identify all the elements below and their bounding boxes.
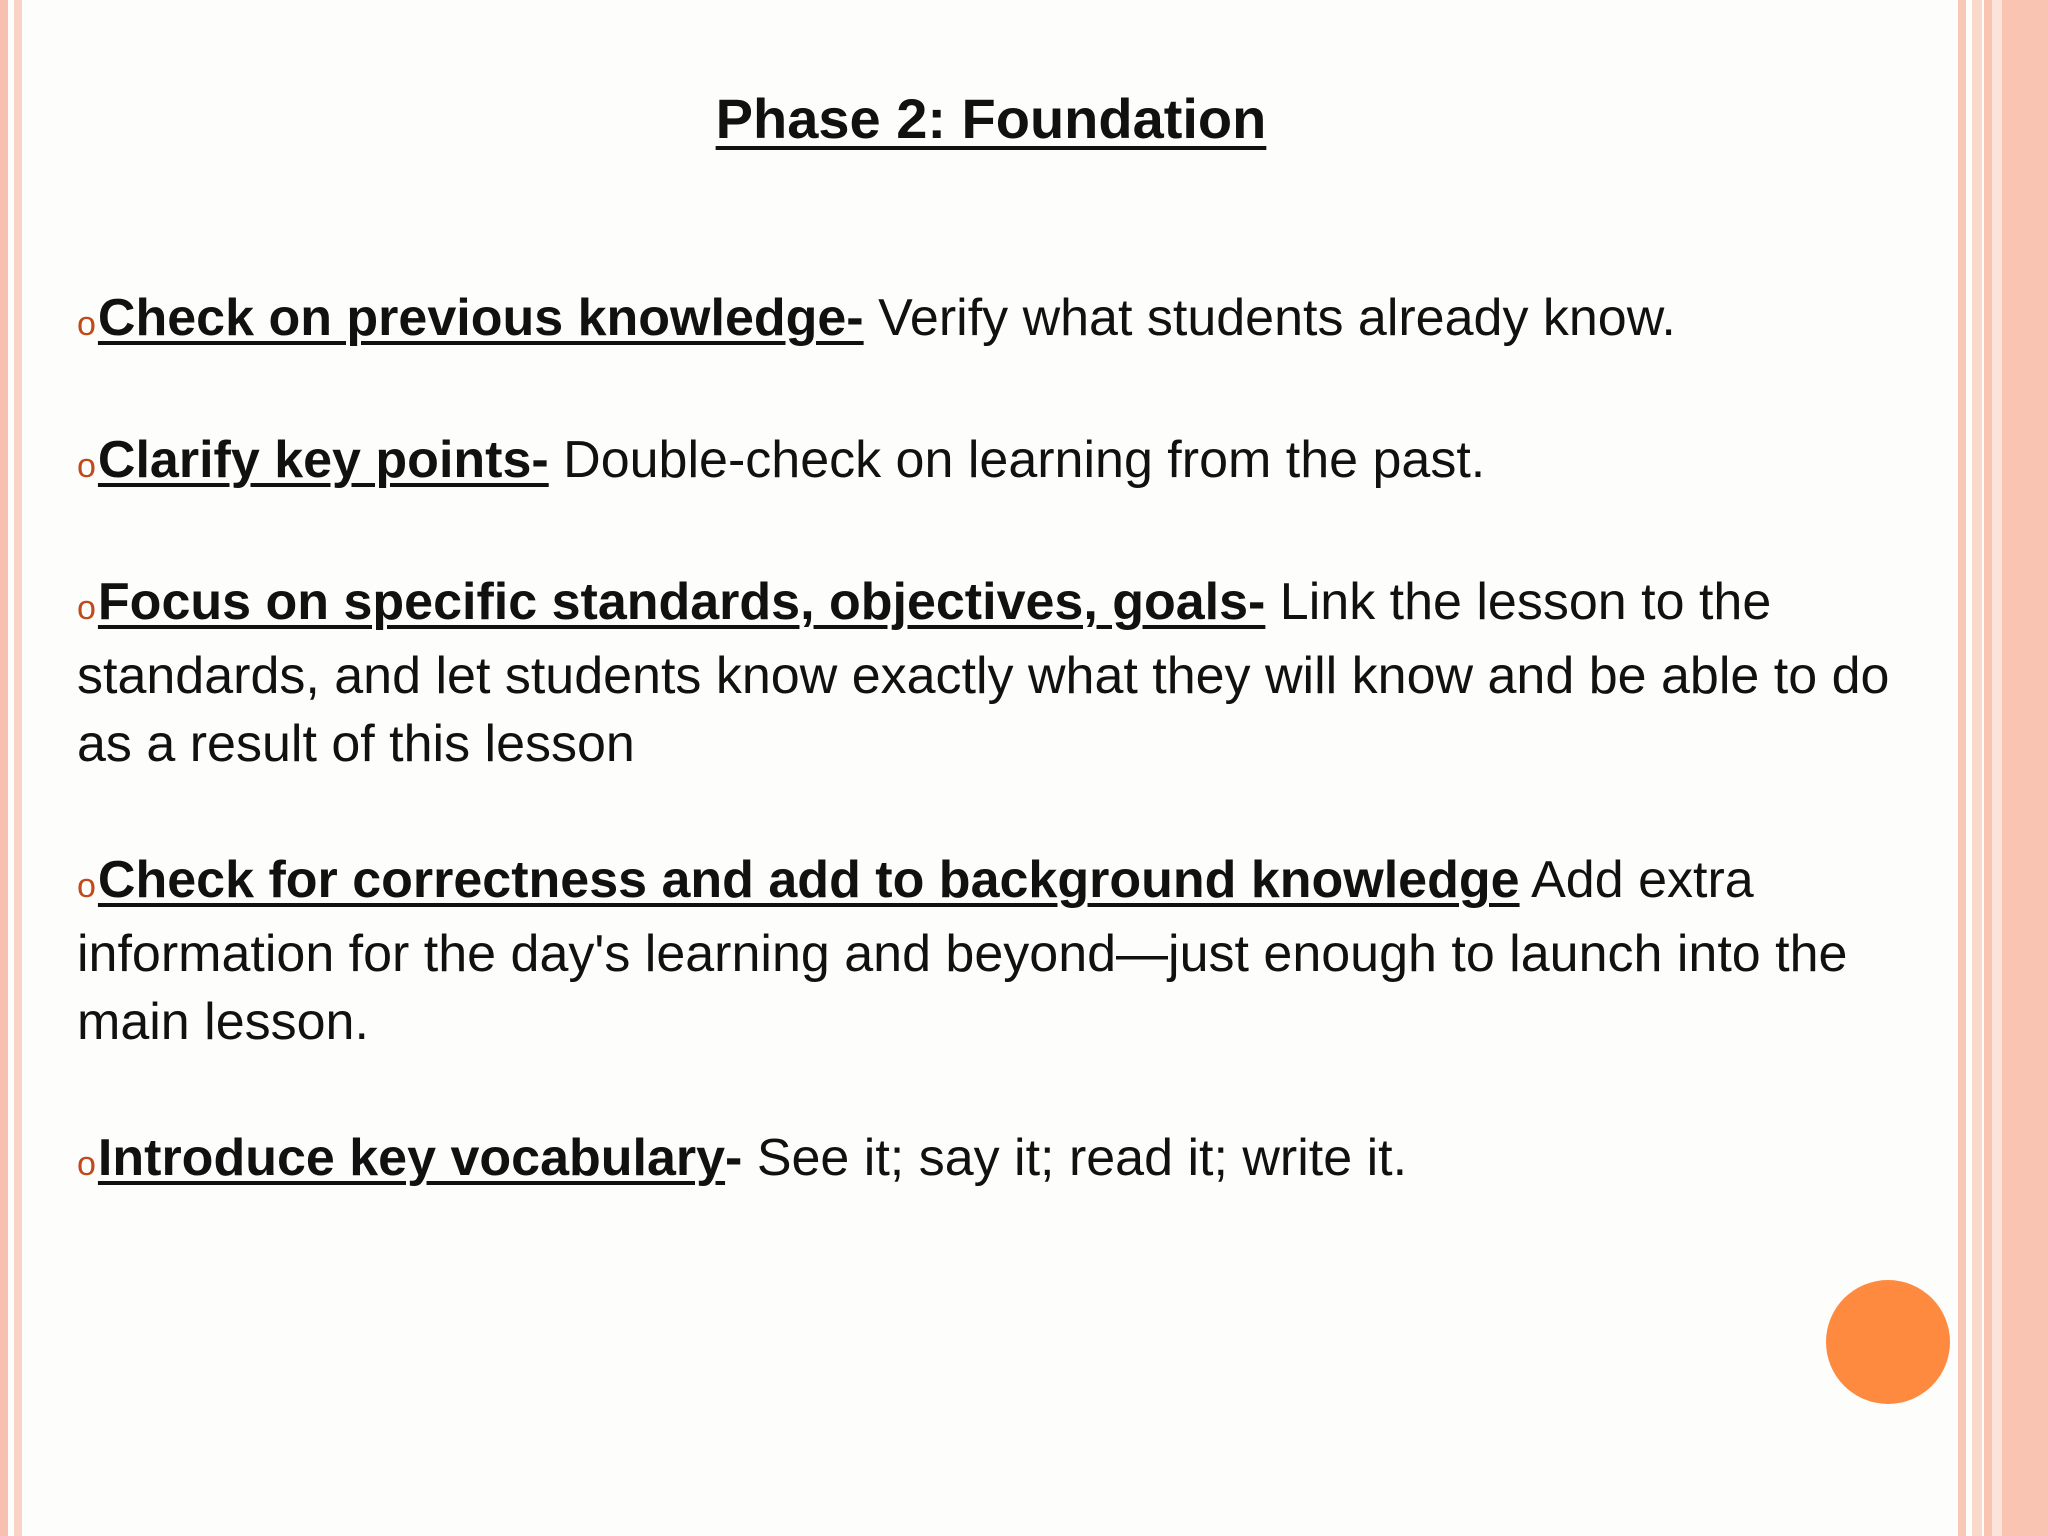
bullet-item bbox=[77, 1124, 1907, 1198]
bullet-marker-icon: o bbox=[77, 305, 96, 343]
right-border-stripe bbox=[1958, 0, 1966, 1536]
bullet-text: Link the lesson to the standards, and let students know exactly what they will know and be able to do as a result of this lesson bbox=[77, 573, 1890, 773]
bullet-item bbox=[77, 284, 1907, 358]
bullet-heading: Check for correctness and add to background knowledge bbox=[97, 851, 1520, 909]
left-border-stripe bbox=[0, 0, 8, 1536]
bullet-marker-icon: o bbox=[77, 447, 96, 485]
bullet-heading: Clarify key points- bbox=[97, 431, 549, 489]
bullet-marker-icon: o bbox=[77, 589, 96, 627]
left-border-stripe-inner bbox=[14, 0, 22, 1536]
bullet-heading-suffix: - bbox=[725, 1129, 743, 1187]
bullet-heading: Check on previous knowledge- bbox=[97, 289, 864, 347]
orange-circle-decoration bbox=[1826, 1280, 1950, 1404]
bullet-heading: Introduce key vocabulary bbox=[97, 1129, 726, 1187]
bullet-item bbox=[77, 568, 1907, 778]
bullet-item bbox=[77, 426, 1907, 500]
bullet-text: Verify what students already know. bbox=[863, 289, 1676, 347]
bullet-text: See it; say it; read it; write it. bbox=[742, 1129, 1408, 1187]
bullet-text: Add extra information for the day's learning and beyond—just enough to launch into the main lesson. bbox=[77, 851, 1848, 1051]
bullet-list bbox=[77, 284, 1907, 1198]
bullet-item bbox=[77, 846, 1907, 1056]
bullet-marker-icon: o bbox=[77, 1145, 96, 1183]
bullet-marker-icon: o bbox=[77, 867, 96, 905]
right-border-stripe-inner bbox=[1972, 0, 1982, 1536]
bullet-heading: Focus on specific standards, objectives, goals- bbox=[97, 573, 1266, 631]
right-border-band bbox=[1984, 0, 2048, 1536]
bullet-text: Double-check on learning from the past. bbox=[548, 431, 1486, 489]
slide-title: Phase 2: Foundation bbox=[715, 87, 1267, 150]
